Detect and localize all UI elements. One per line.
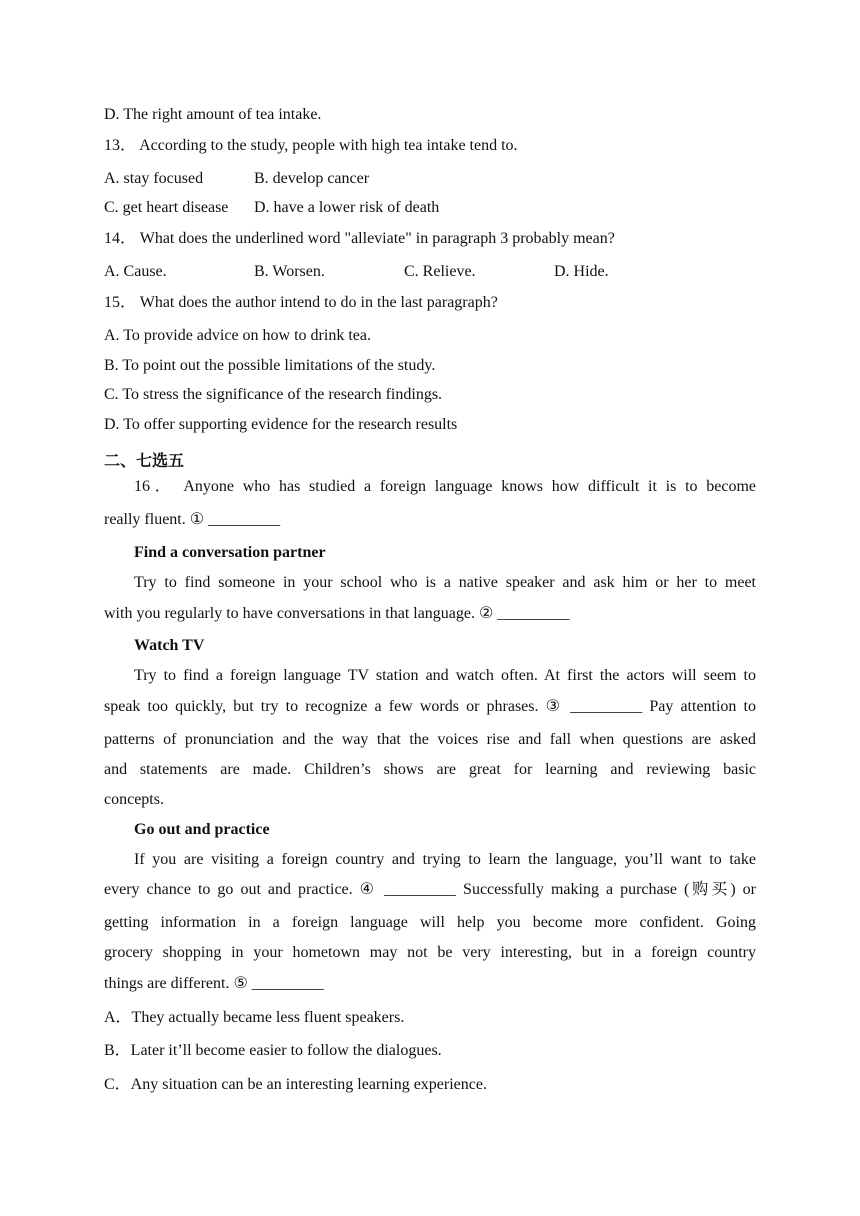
- q13-option-d: D. have a lower risk of death: [254, 199, 440, 216]
- paragraph-3-line-5: things are different. ⑤ _________: [104, 975, 324, 992]
- q14-stem: 14． What does the underlined word "alleviate" in paragraph 3 probably mean?: [104, 230, 615, 247]
- q15-option-d: D. To offer supporting evidence for the research results: [104, 416, 458, 433]
- paragraph-3-line-3: getting information in a foreign language will help you become more confident. Going: [104, 914, 756, 931]
- choice-b: B．Later it’ll become easier to follow the dialogues.: [104, 1042, 442, 1059]
- paragraph-2-line-5: concepts.: [104, 791, 164, 808]
- q14-options-row: [104, 262, 756, 282]
- q13-options-row2: [104, 198, 756, 218]
- q12-option-d: D. The right amount of tea intake.: [104, 106, 322, 123]
- heading-conversation-partner: Find a conversation partner: [134, 544, 326, 561]
- q13-option-a: A. stay focused: [104, 170, 204, 187]
- paragraph-1-line-1: Try to find someone in your school who is a native speaker and ask him or her to meet: [134, 574, 756, 591]
- q14-option-c: C. Relieve.: [404, 263, 476, 280]
- paragraph-2-line-1: Try to find a foreign language TV station and watch often. At first the actors will seem to: [134, 667, 756, 684]
- paragraph-3-line-2: every chance to go out and practice. ④ _________ Successfully making a purchase (购买) or: [104, 881, 756, 898]
- paragraph-2-line-4: and statements are made. Children’s shows are great for learning and reviewing basic: [104, 761, 756, 778]
- q16-line-1: 16． Anyone who has studied a foreign language knows how difficult it is to become: [134, 478, 756, 495]
- paragraph-2-line-2: speak too quickly, but try to recognize a few words or phrases. ③ _________ Pay attention to: [104, 698, 756, 715]
- paragraph-3-line-1: If you are visiting a foreign country and trying to learn the language, you’ll want to take: [134, 851, 756, 868]
- q16-line-2: really fluent. ① _________: [104, 511, 281, 528]
- q15-stem: 15． What does the author intend to do in the last paragraph?: [104, 294, 498, 311]
- q13-stem: 13． According to the study, people with high tea intake tend to.: [104, 137, 518, 154]
- q13-option-c: C. get heart disease: [104, 199, 229, 216]
- paragraph-1-line-2: with you regularly to have conversations in that language. ② _________: [104, 605, 570, 622]
- q14-option-d: D. Hide.: [554, 263, 609, 280]
- heading-go-out-and-practice: Go out and practice: [134, 821, 270, 838]
- q15-option-b: B. To point out the possible limitations of the study.: [104, 357, 436, 374]
- choice-a: A．They actually became less fluent speakers.: [104, 1009, 405, 1026]
- q14-option-a: A. Cause.: [104, 263, 167, 280]
- section-title: 二、七选五: [104, 451, 185, 470]
- q15-option-c: C. To stress the significance of the research findings.: [104, 386, 443, 403]
- choice-c: C．Any situation can be an interesting learning experience.: [104, 1076, 487, 1093]
- q14-option-b: B. Worsen.: [254, 263, 325, 280]
- q13-option-b: B. develop cancer: [254, 170, 370, 187]
- q13-options-row1: [104, 169, 756, 189]
- heading-watch-tv: Watch TV: [134, 637, 205, 654]
- q15-option-a: A. To provide advice on how to drink tea.: [104, 327, 371, 344]
- paragraph-2-line-3: patterns of pronunciation and the way that the voices rise and fall when questions are asked: [104, 731, 756, 748]
- paragraph-3-line-4: grocery shopping in your hometown may not be very interesting, but in a foreign country: [104, 944, 756, 961]
